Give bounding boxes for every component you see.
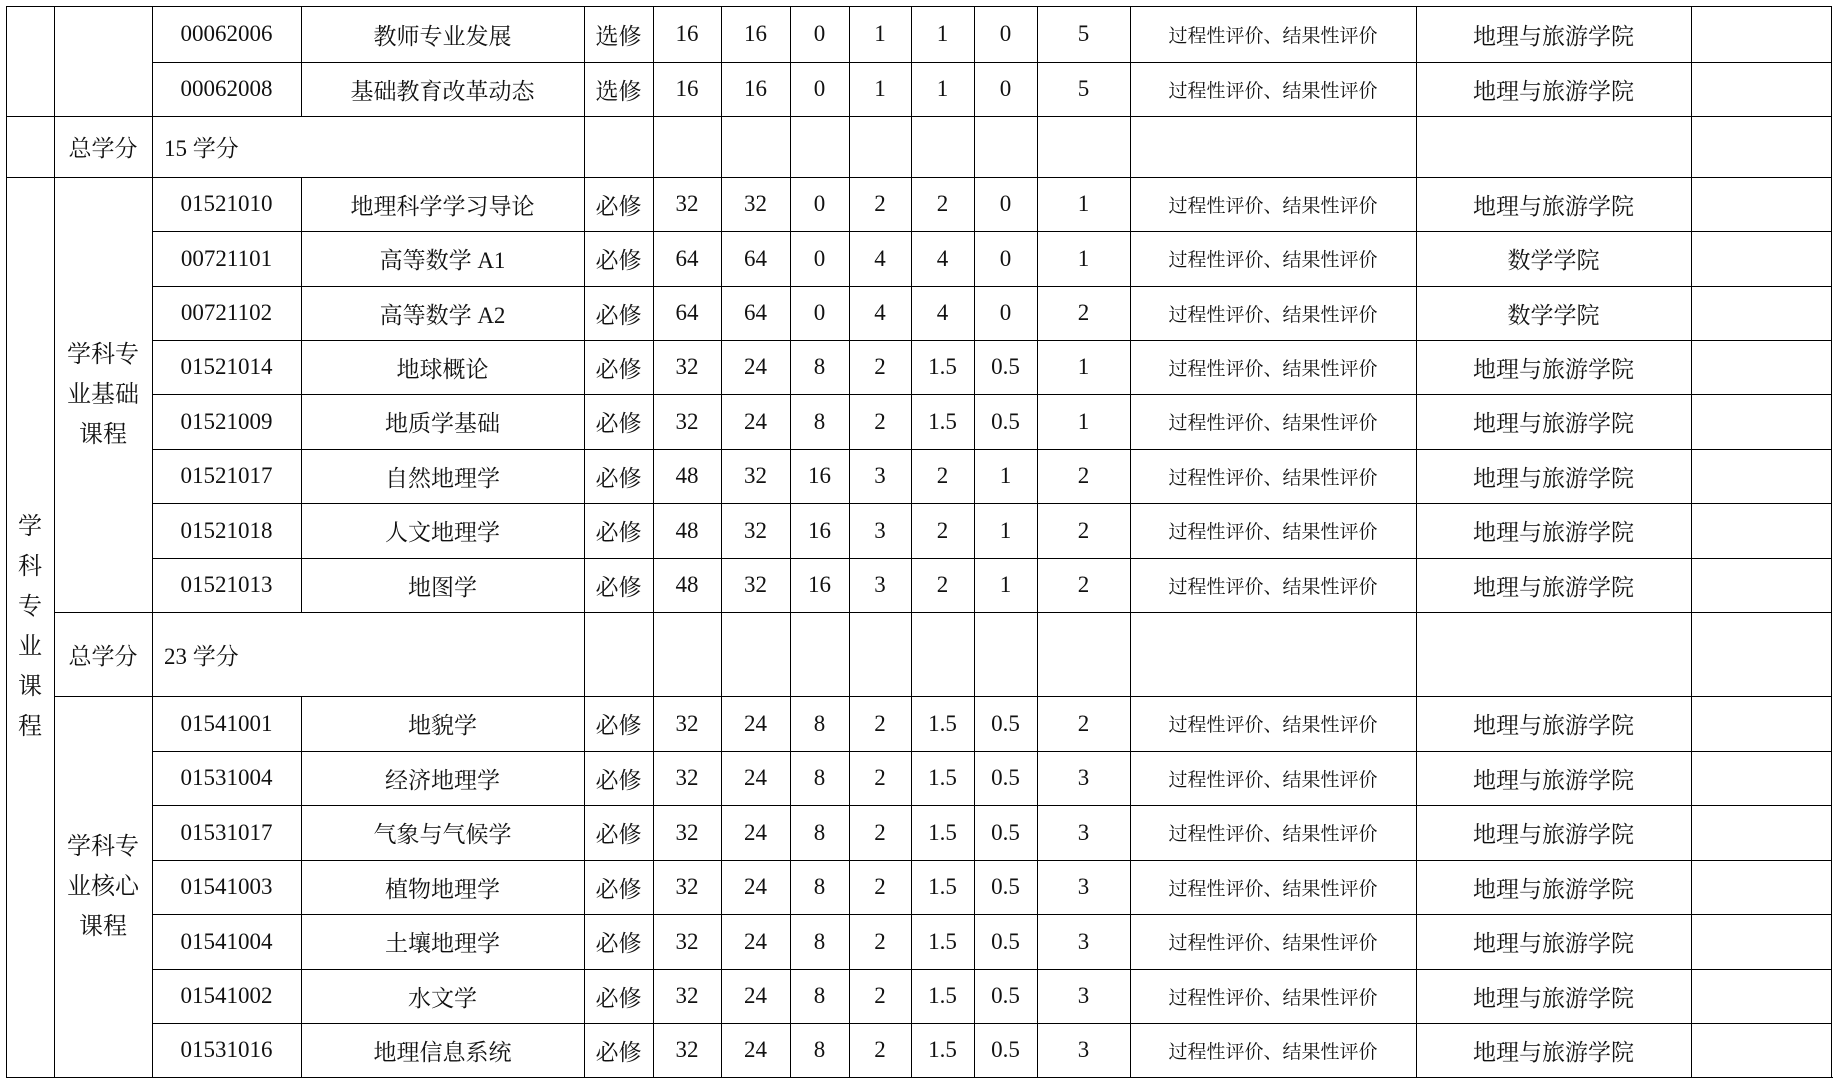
cell-code: 01531004 bbox=[180, 765, 273, 790]
cell-total: 32 bbox=[675, 1037, 699, 1062]
cell-total: 32 bbox=[675, 408, 699, 434]
grid-line bbox=[584, 612, 585, 696]
cell-practice: 8 bbox=[813, 928, 826, 954]
cell-name: 高等数学 A1 bbox=[379, 248, 506, 273]
cell-practice-credits: 0.5 bbox=[991, 928, 1020, 954]
cell-college: 地理与旅游学院 bbox=[1473, 985, 1634, 1011]
summary-label: 总学分 bbox=[68, 643, 138, 669]
cell-credits: 2 bbox=[874, 191, 886, 216]
cell-name: 经济地理学 bbox=[385, 767, 500, 793]
cell-total: 32 bbox=[675, 191, 699, 216]
cell-code: 00062006 bbox=[180, 21, 273, 46]
cell-code: 01521009 bbox=[180, 408, 273, 434]
cell-credits: 2 bbox=[874, 983, 886, 1008]
cell-name: 地理科学学习导论 bbox=[350, 193, 535, 219]
cell-theory-credits: 1.5 bbox=[928, 765, 957, 790]
cell-code: 00721102 bbox=[180, 300, 273, 325]
cell-college: 地理与旅游学院 bbox=[1473, 767, 1634, 793]
cell-practice-credits: 0.5 bbox=[991, 874, 1020, 899]
cell-practice: 8 bbox=[813, 983, 826, 1008]
cell-semester: 2 bbox=[1077, 463, 1090, 488]
cell-name: 自然地理学 bbox=[385, 465, 500, 491]
cell-college: 地理与旅游学院 bbox=[1473, 713, 1634, 738]
cell-assessment: 过程性评价、结果性评价 bbox=[1168, 769, 1378, 791]
grid-line bbox=[152, 116, 1831, 117]
cell-note bbox=[1691, 805, 1831, 860]
cell-code: 00721101 bbox=[180, 245, 273, 271]
grid-line bbox=[584, 116, 585, 177]
grid-line bbox=[653, 116, 654, 177]
cell-total: 16 bbox=[675, 76, 699, 101]
cell-theory: 24 bbox=[744, 765, 767, 790]
cell-practice-credits: 1 bbox=[999, 463, 1012, 488]
cell-note bbox=[1691, 340, 1831, 394]
cell-assessment: 过程性评价、结果性评价 bbox=[1168, 522, 1378, 543]
cell-theory: 24 bbox=[744, 928, 767, 954]
cell-theory-credits: 1.5 bbox=[928, 408, 957, 434]
cell-practice-credits: 1 bbox=[999, 517, 1012, 543]
cell-college: 地理与旅游学院 bbox=[1473, 931, 1634, 956]
cell-theory-credits: 1.5 bbox=[928, 354, 957, 379]
cell-name: 植物地理学 bbox=[385, 876, 500, 902]
cell-code: 01521010 bbox=[180, 191, 273, 216]
cell-note bbox=[1691, 558, 1831, 612]
cell-practice: 0 bbox=[813, 300, 826, 325]
cell-theory: 64 bbox=[744, 245, 767, 271]
cell-practice-credits: 0.5 bbox=[991, 354, 1020, 379]
cell-name: 地貌学 bbox=[408, 713, 477, 738]
cell-assessment: 过程性评价、结果性评价 bbox=[1168, 715, 1378, 736]
cell-practice: 0 bbox=[813, 76, 826, 101]
cell-code: 01521014 bbox=[180, 354, 273, 379]
cell-nature: 必修 bbox=[595, 465, 642, 491]
cell-note bbox=[1691, 696, 1831, 751]
cell-nature: 必修 bbox=[595, 713, 642, 738]
cell-note bbox=[1691, 969, 1831, 1023]
cell-semester: 3 bbox=[1077, 1037, 1090, 1062]
cell-semester: 3 bbox=[1077, 819, 1090, 845]
cell-theory-credits: 2 bbox=[936, 191, 949, 216]
grid-line bbox=[721, 116, 722, 177]
cell-note bbox=[1691, 860, 1831, 914]
cell-note bbox=[1691, 6, 1831, 62]
cell-total: 64 bbox=[675, 245, 699, 271]
cell-practice: 8 bbox=[813, 1037, 826, 1062]
cell-total: 32 bbox=[675, 928, 699, 954]
cell-nature: 必修 bbox=[595, 248, 642, 273]
cell-total: 32 bbox=[675, 874, 699, 899]
cell-total: 32 bbox=[675, 983, 699, 1008]
cell-assessment: 过程性评价、结果性评价 bbox=[1168, 467, 1378, 489]
cell-total: 32 bbox=[675, 710, 699, 736]
grid-line bbox=[6, 1077, 1833, 1078]
cell-practice-credits: 0 bbox=[999, 76, 1012, 101]
cell-note bbox=[1691, 751, 1831, 805]
cell-practice-credits: 0.5 bbox=[991, 765, 1020, 790]
cell-assessment: 过程性评价、结果性评价 bbox=[1168, 1041, 1378, 1063]
cell-theory-credits: 1.5 bbox=[928, 819, 957, 845]
cell-theory-credits: 1.5 bbox=[928, 710, 957, 736]
cell-semester: 2 bbox=[1077, 710, 1090, 736]
cell-nature: 必修 bbox=[595, 520, 642, 545]
cell-assessment: 过程性评价、结果性评价 bbox=[1168, 304, 1378, 326]
grid-line bbox=[1130, 116, 1131, 177]
cell-credits: 2 bbox=[874, 819, 886, 845]
grid-line bbox=[974, 612, 975, 696]
cell-semester: 1 bbox=[1077, 408, 1090, 434]
cell-note bbox=[1691, 1023, 1831, 1077]
cell-nature: 必修 bbox=[595, 985, 642, 1011]
cell-assessment: 过程性评价、结果性评价 bbox=[1168, 987, 1378, 1009]
cell-code: 01521013 bbox=[180, 572, 273, 597]
cell-theory: 24 bbox=[744, 874, 767, 899]
cell-theory-credits: 2 bbox=[936, 463, 949, 488]
cell-practice-credits: 0.5 bbox=[991, 408, 1020, 434]
cell-theory: 32 bbox=[744, 463, 767, 488]
cell-theory: 64 bbox=[744, 300, 767, 325]
grid-line bbox=[6, 116, 54, 117]
cell-semester: 1 bbox=[1077, 245, 1090, 271]
cell-theory: 24 bbox=[744, 354, 767, 379]
cell-college: 地理与旅游学院 bbox=[1473, 356, 1634, 382]
grid-line bbox=[790, 612, 791, 696]
cell-practice-credits: 1 bbox=[999, 572, 1012, 597]
cell-credits: 3 bbox=[874, 572, 886, 597]
cell-assessment: 过程性评价、结果性评价 bbox=[1168, 25, 1378, 47]
cell-semester: 3 bbox=[1077, 765, 1090, 790]
cell-theory-credits: 1.5 bbox=[928, 1037, 957, 1062]
cell-practice-credits: 0.5 bbox=[991, 983, 1020, 1008]
cell-practice: 8 bbox=[813, 819, 826, 845]
cell-nature: 必修 bbox=[595, 931, 642, 956]
cell-nature: 必修 bbox=[595, 574, 642, 600]
cell-assessment: 过程性评价、结果性评价 bbox=[1168, 576, 1378, 598]
cell-note bbox=[1691, 177, 1831, 231]
cell-assessment: 过程性评价、结果性评价 bbox=[1168, 250, 1378, 271]
cell-practice: 8 bbox=[813, 354, 826, 379]
cell-total: 32 bbox=[675, 819, 699, 845]
cell-theory-credits: 1.5 bbox=[928, 928, 957, 954]
category-label: 学科专业课程 bbox=[18, 514, 42, 740]
cell-theory-credits: 1 bbox=[936, 21, 949, 46]
cell-name: 地图学 bbox=[408, 574, 477, 600]
cell-code: 01531016 bbox=[180, 1037, 273, 1062]
group-label-core: 学科专业核心课程 bbox=[67, 833, 139, 940]
cell-nature: 必修 bbox=[595, 1039, 642, 1065]
cell-code: 01531017 bbox=[180, 819, 273, 845]
cell-theory: 32 bbox=[744, 191, 767, 216]
cell-practice-credits: 0 bbox=[999, 245, 1012, 271]
cell-note bbox=[1691, 286, 1831, 340]
cell-practice-credits: 0.5 bbox=[991, 819, 1020, 845]
cell-credits: 2 bbox=[874, 765, 886, 790]
grid-line bbox=[1037, 612, 1038, 696]
cell-theory: 24 bbox=[744, 983, 767, 1008]
cell-college: 数学学院 bbox=[1507, 248, 1600, 273]
cell-semester: 2 bbox=[1077, 300, 1090, 325]
cell-credits: 2 bbox=[874, 874, 886, 899]
cell-code: 01521018 bbox=[180, 517, 273, 543]
cell-name: 基础教育改革动态 bbox=[350, 78, 535, 104]
cell-practice: 8 bbox=[813, 874, 826, 899]
cell-theory-credits: 1.5 bbox=[928, 983, 957, 1008]
cell-nature: 选修 bbox=[595, 78, 642, 104]
cell-semester: 1 bbox=[1077, 354, 1090, 379]
cell-note bbox=[1691, 449, 1831, 503]
cell-theory: 24 bbox=[744, 819, 767, 845]
cell-code: 00062008 bbox=[180, 76, 273, 101]
cell-theory: 24 bbox=[744, 408, 767, 434]
cell-name: 高等数学 A2 bbox=[379, 302, 506, 328]
cell-theory-credits: 1 bbox=[936, 76, 949, 101]
cell-assessment: 过程性评价、结果性评价 bbox=[1168, 933, 1378, 954]
cell-practice: 8 bbox=[813, 765, 826, 790]
cell-practice: 8 bbox=[813, 710, 826, 736]
cell-credits: 3 bbox=[874, 517, 886, 543]
cell-practice: 16 bbox=[808, 517, 831, 543]
cell-nature: 必修 bbox=[595, 356, 642, 382]
cell-credits: 2 bbox=[874, 408, 886, 434]
cell-name: 教师专业发展 bbox=[373, 23, 512, 49]
cell-theory-credits: 2 bbox=[936, 572, 949, 597]
cell-name: 地质学基础 bbox=[385, 411, 500, 436]
cell-credits: 4 bbox=[874, 300, 886, 325]
cell-theory: 24 bbox=[744, 710, 767, 736]
cell-assessment: 过程性评价、结果性评价 bbox=[1168, 80, 1378, 102]
cell-total: 48 bbox=[675, 572, 699, 597]
cell-semester: 3 bbox=[1077, 983, 1090, 1008]
grid-line bbox=[911, 612, 912, 696]
cell-semester: 2 bbox=[1077, 517, 1090, 543]
cell-note bbox=[1691, 231, 1831, 286]
cell-nature: 选修 bbox=[595, 23, 642, 49]
cell-total: 48 bbox=[675, 463, 699, 488]
grid-line bbox=[849, 116, 850, 177]
grid-line bbox=[1691, 116, 1692, 177]
cell-note bbox=[1691, 914, 1831, 969]
cell-practice: 0 bbox=[813, 245, 826, 271]
cell-code: 01541004 bbox=[180, 928, 273, 954]
cell-semester: 3 bbox=[1077, 874, 1090, 899]
grid-line bbox=[1037, 116, 1038, 177]
cell-theory: 32 bbox=[744, 517, 767, 543]
summary-label: 总学分 bbox=[68, 136, 138, 161]
cell-assessment: 过程性评价、结果性评价 bbox=[1168, 358, 1378, 380]
cell-college: 地理与旅游学院 bbox=[1473, 876, 1634, 902]
grid-line bbox=[653, 612, 654, 696]
cell-credits: 2 bbox=[874, 354, 886, 379]
cell-college: 地理与旅游学院 bbox=[1473, 574, 1634, 600]
cell-college: 地理与旅游学院 bbox=[1473, 78, 1634, 104]
cell-total: 16 bbox=[675, 21, 699, 46]
cell-code: 01541003 bbox=[180, 874, 273, 899]
cell-nature: 必修 bbox=[595, 767, 642, 793]
cell-code: 01541002 bbox=[180, 983, 273, 1008]
grid-line bbox=[721, 612, 722, 696]
cell-total: 32 bbox=[675, 765, 699, 790]
cell-theory: 32 bbox=[744, 572, 767, 597]
cell-semester: 1 bbox=[1077, 191, 1090, 216]
cell-practice-credits: 0 bbox=[999, 191, 1012, 216]
grid-line bbox=[911, 116, 912, 177]
cell-practice: 0 bbox=[813, 21, 826, 46]
cell-code: 01541001 bbox=[180, 710, 273, 736]
grid-line bbox=[790, 116, 791, 177]
cell-theory-credits: 4 bbox=[936, 300, 949, 325]
cell-credits: 4 bbox=[874, 245, 886, 271]
cell-credits: 3 bbox=[874, 463, 886, 488]
cell-note bbox=[1691, 394, 1831, 449]
cell-note bbox=[1691, 503, 1831, 558]
cell-college: 地理与旅游学院 bbox=[1473, 193, 1634, 219]
grid-line bbox=[152, 612, 1831, 613]
cell-semester: 2 bbox=[1077, 572, 1090, 597]
cell-credits: 2 bbox=[874, 1037, 886, 1062]
cell-college: 地理与旅游学院 bbox=[1473, 1039, 1634, 1065]
cell-nature: 必修 bbox=[595, 876, 642, 902]
grid-line bbox=[1691, 612, 1692, 696]
cell-total: 48 bbox=[675, 517, 699, 543]
cell-nature: 必修 bbox=[595, 302, 642, 328]
summary-value: 23 学分 bbox=[164, 643, 239, 669]
cell-nature: 必修 bbox=[595, 822, 642, 847]
grid-line bbox=[1831, 6, 1832, 1077]
grid-line bbox=[974, 116, 975, 177]
cell-name: 地球概论 bbox=[396, 356, 489, 382]
cell-practice-credits: 0 bbox=[999, 21, 1012, 46]
cell-practice: 0 bbox=[813, 191, 826, 216]
cell-total: 64 bbox=[675, 300, 699, 325]
cell-name: 地理信息系统 bbox=[373, 1039, 512, 1065]
cell-practice: 8 bbox=[813, 408, 826, 434]
cell-assessment: 过程性评价、结果性评价 bbox=[1168, 413, 1378, 434]
cell-college: 地理与旅游学院 bbox=[1473, 465, 1634, 491]
cell-assessment: 过程性评价、结果性评价 bbox=[1168, 195, 1378, 217]
cell-assessment: 过程性评价、结果性评价 bbox=[1168, 878, 1378, 900]
cell-credits: 2 bbox=[874, 928, 886, 954]
cell-name: 气象与气候学 bbox=[373, 822, 512, 847]
cell-credits: 2 bbox=[874, 710, 886, 736]
cell-practice-credits: 0.5 bbox=[991, 710, 1020, 736]
cell-total: 32 bbox=[675, 354, 699, 379]
cell-note bbox=[1691, 62, 1831, 116]
cell-college: 地理与旅游学院 bbox=[1473, 822, 1634, 847]
cell-theory-credits: 4 bbox=[936, 245, 949, 271]
group-label-foundation: 学科专业基础课程 bbox=[67, 341, 139, 448]
cell-theory: 24 bbox=[744, 1037, 767, 1062]
cell-name: 人文地理学 bbox=[385, 520, 500, 545]
cell-practice-credits: 0.5 bbox=[991, 1037, 1020, 1062]
cell-semester: 5 bbox=[1077, 21, 1090, 46]
cell-practice: 16 bbox=[808, 463, 831, 488]
cell-nature: 必修 bbox=[595, 411, 642, 436]
cell-college: 地理与旅游学院 bbox=[1473, 411, 1634, 436]
cell-college: 地理与旅游学院 bbox=[1473, 520, 1634, 545]
cell-college: 地理与旅游学院 bbox=[1473, 23, 1634, 49]
grid-line bbox=[849, 612, 850, 696]
cell-semester: 3 bbox=[1077, 928, 1090, 954]
cell-name: 土壤地理学 bbox=[385, 931, 500, 956]
grid-line bbox=[1416, 612, 1417, 696]
cell-theory: 16 bbox=[744, 76, 767, 101]
cell-theory-credits: 2 bbox=[936, 517, 949, 543]
grid-line bbox=[1416, 116, 1417, 177]
cell-code: 01521017 bbox=[180, 463, 273, 488]
grid-line bbox=[1130, 612, 1131, 696]
cell-semester: 5 bbox=[1077, 76, 1090, 101]
cell-nature: 必修 bbox=[595, 193, 642, 219]
cell-assessment: 过程性评价、结果性评价 bbox=[1168, 824, 1378, 845]
cell-college: 数学学院 bbox=[1507, 302, 1600, 328]
cell-name: 水文学 bbox=[408, 985, 477, 1011]
cell-practice: 16 bbox=[808, 572, 831, 597]
cell-credits: 1 bbox=[874, 21, 886, 46]
cell-theory: 16 bbox=[744, 21, 767, 46]
cell-credits: 1 bbox=[874, 76, 886, 101]
cell-practice-credits: 0 bbox=[999, 300, 1012, 325]
cell-theory-credits: 1.5 bbox=[928, 874, 957, 899]
summary-value: 15 学分 bbox=[164, 136, 239, 161]
